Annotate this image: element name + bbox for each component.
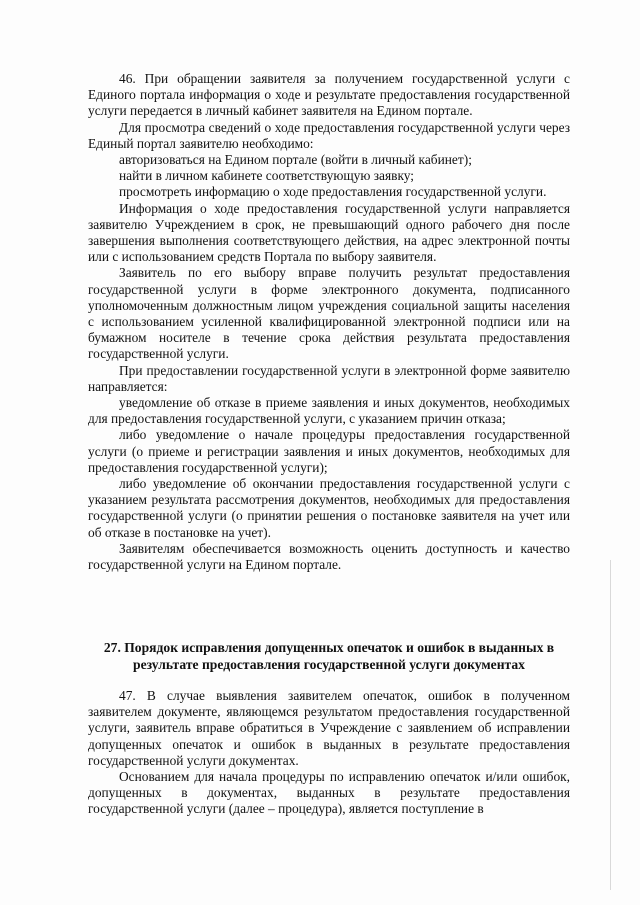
paragraph-46-intro: 46. При обращении заявителя за получением государственной услуги с Единого портала информация о ходе и результате предоставления государственной услуги передается в личный кабинет заявителя на Едином портале. [88,71,570,119]
paragraph-result-choice: Заявитель по его выбору вправе получить результат предоставления государственной услуги в форме электронного документа, подписанного уполномоченным должностным лицом учреждения социальной защиты населения с использованием усиленной квалифицированной электронной подписи или на бумажном носителе в течение срока действия результата предоставления государственной услуги. [88,265,570,362]
paragraph-quality-rating: Заявителям обеспечивается возможность оценить доступность и качество государственной услуги на Едином портале. [88,540,570,573]
list-item-refusal-notice: уведомление об отказе в приеме заявления и иных документов, необходимых для предоставления государственной услуги, с указанием причин отказа; [88,395,570,427]
list-item-view-progress: просмотреть информацию о ходе предоставления государственной услуги. [119,184,547,200]
paragraph-view-info: Для просмотра сведений о ходе предоставления государственной услуги через Единый портал заявителю необходимо: [88,119,570,151]
paragraph-procedure-basis: Основанием для начала процедуры по исправлению опечаток и/или ошибок, допущенных в документах, выданных в результате предоставления государственной услуги (далее – процедура), является поступление в [88,769,570,817]
paragraph-progress-info: Информация о ходе предоставления государственной услуги направляется заявителю Учреждением в срок, не превышающий одного рабочего дня после завершения выполнения соответствующего действия, на адрес электронной почты или с использованием средств Портала по выбору заявителя. [88,200,570,265]
list-item-find-request: найти в личном кабинете соответствующую заявку; [119,168,414,184]
section-46 [88,71,570,573]
list-item-start-notice: либо уведомление о начале процедуры предоставления государственной услуги (о приеме и регистрации заявления и иных документов, необходимых для предоставления государственной услуги); [88,427,570,475]
scan-artifact-line [610,560,611,890]
list-item-authorize: авторизоваться на Едином портале (войти в личный кабинет); [119,152,472,168]
heading-line-2: результате предоставления государственной услуги документах [133,657,525,672]
section-47 [88,688,570,818]
paragraph-electronic-form: При предоставлении государственной услуги в электронной форме заявителю направляется: [88,362,570,394]
section-heading-27 [88,639,570,673]
list-item-end-notice: либо уведомление об окончании предоставления государственной услуги с указанием результата рассмотрения документов, необходимых для предоставления государственной услуги (о принятии решения о постановке заявителя на учет или об отказе в постановке на учет). [88,476,570,540]
paragraph-47-intro: 47. В случае выявления заявителем опечаток, ошибок в полученном заявителем документе, являющемся результатом предоставления государственной услуги, заявитель вправе обратиться в Учреждение с заявлением об исправлении допущенных опечаток и ошибок в выданных в результате предоставления государственной услуги документах. [88,688,570,768]
heading-line-1: 27. Порядок исправления допущенных опечаток и ошибок в выданных в [103,640,555,655]
